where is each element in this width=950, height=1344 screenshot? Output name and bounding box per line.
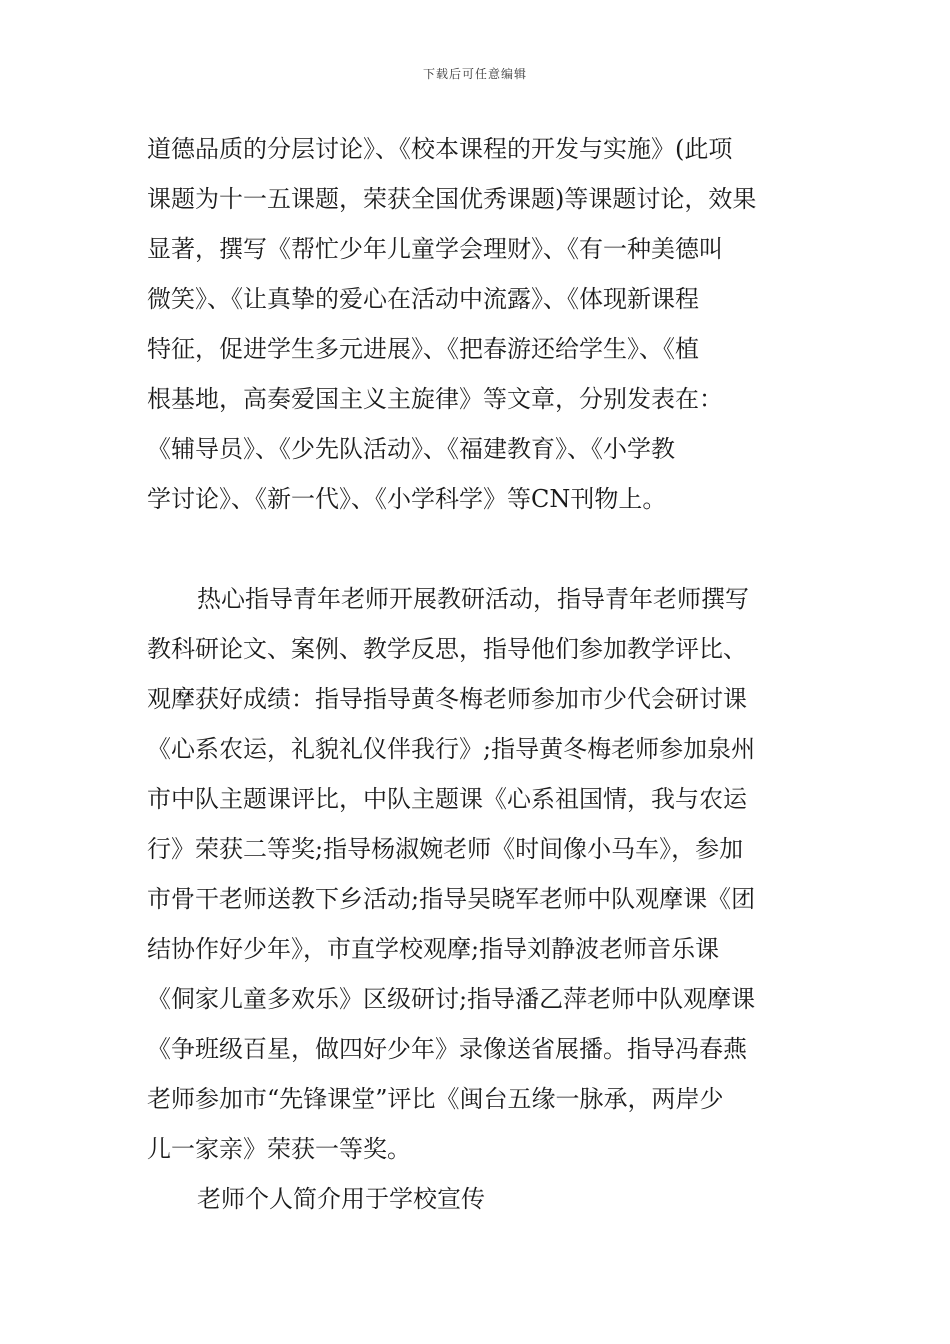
page-header: 下载后可任意编辑: [422, 67, 527, 81]
paragraph-publications: [147, 124, 807, 524]
text-line: 道德品质的分层讨论》、《校本课程的开发与实施》(此项: [147, 135, 733, 163]
text-line: 学讨论》、《新一代》、《小学科学》等CN刊物上。: [147, 485, 667, 513]
text-line: 《侗家儿童多欢乐》区级研讨;指导潘乙萍老师中队观摩课: [147, 985, 756, 1013]
text-line: 根基地，高奏爱国主义主旋律》等文章，分别发表在：: [147, 385, 723, 413]
paragraph-title-line: [147, 1174, 807, 1224]
text-line: 结协作好少年》，市直学校观摩;指导刘静波老师音乐课: [147, 935, 720, 963]
paragraph-mentoring: [147, 574, 807, 1174]
text-line: 热心指导青年老师开展教研活动，指导青年老师撰写: [197, 585, 749, 613]
text-line: 显著，撰写《帮忙少年儿童学会理财》、《有一种美德叫: [147, 235, 723, 263]
text-line: 《辅导员》、《少先队活动》、《福建教育》、《小学教: [147, 435, 675, 463]
text-line: 行》荣获二等奖;指导杨淑婉老师《时间像小马车》，参加: [147, 835, 744, 863]
text-line: 老师个人简介用于学校宣传: [197, 1185, 485, 1213]
text-line: 儿一家亲》荣获一等奖。: [147, 1135, 411, 1163]
text-line: 特征，促进学生多元进展》、《把春游还给学生》、《植: [147, 335, 699, 363]
text-line: 市中队主题课评比，中队主题课《心系祖国情，我与农运: [147, 785, 747, 813]
text-line: 《心系农运，礼貌礼仪伴我行》;指导黄冬梅老师参加泉州: [147, 735, 756, 763]
text-line: 观摩获好成绩：指导指导黄冬梅老师参加市少代会研讨课: [147, 685, 747, 713]
text-line: 课题为十一五课题，荣获全国优秀课题)等课题讨论，效果: [147, 185, 757, 213]
text-line: 《争班级百星，做四好少年》录像送省展播。指导冯春燕: [147, 1035, 747, 1063]
text-line: 市骨干老师送教下乡活动;指导吴晓军老师中队观摩课《团: [147, 885, 756, 913]
text-line: 微笑》、《让真挚的爱心在活动中流露》、《体现新课程: [147, 285, 699, 313]
text-line: 教科研论文、案例、教学反思，指导他们参加教学评比、: [147, 635, 747, 663]
text-line: 老师参加市“先锋课堂”评比《闽台五缘一脉承，两岸少: [147, 1085, 724, 1113]
